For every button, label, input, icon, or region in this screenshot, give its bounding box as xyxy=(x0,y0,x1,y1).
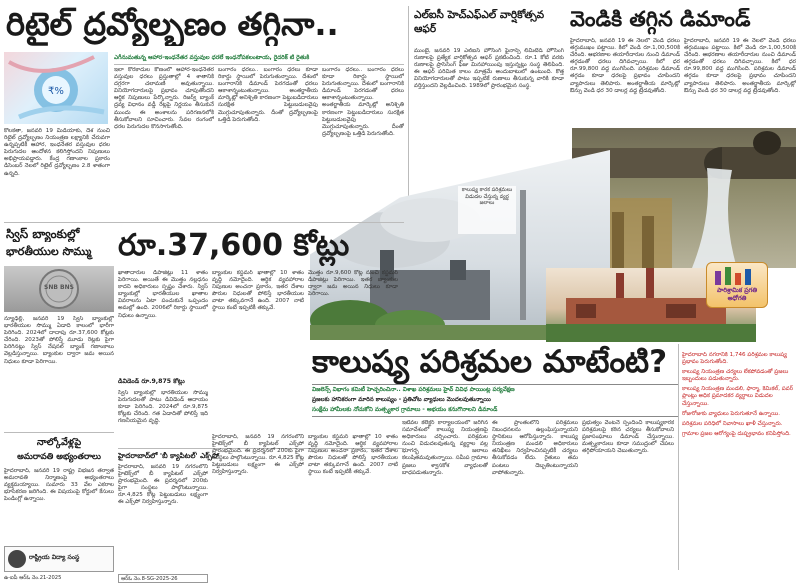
pollution-headline: కాలుష్య పరిశ్రమల మాటేంటి? xyxy=(312,344,668,380)
bullet-item: రోజురోజుకు వ్యాధులు పెరుగుతూనే ఉన్నాయి. xyxy=(682,410,780,417)
bullet-item: కాలుష్య నియంత్రణ చర్యలు లేకపోవడంతో ప్రజలు ఇబ్బందులు పడుతున్నారు. xyxy=(682,369,789,383)
swiss-seal-text: SNB BNS xyxy=(44,284,74,291)
pollution-kicker-1: విజలెన్స్ విభాగం కమిటీ హెచ్చరించినా.. విశాఖ పరిశ్రమలు హైవ్ వివిధ పాయింట్ల పర్యవేక్షణ xyxy=(312,387,515,393)
footer-left-code: ఉ-ఐపీ ఆర్ఓ నెం.21-2025 xyxy=(4,575,62,581)
amaravati-headline-line1: నాల్కోవేళ్లపై xyxy=(36,437,82,448)
hyderabad-expo-body-left: హైదరాబాద్, జనవరి 19 నగరంలోని హైటెక్స్‌లో బీ క్యాపిటల్ ఎక్స్‌పో ప్రారంభమైంది. ఈ ప్రదర్శనలో 200కు పైగా సంస్థలు పాల్గొంటున్నాయి. రూ.4,825 కోట్ల పెట్టుబడులు లక్ష్యంగా ఈ ఎక్స్‌పో నిర్వహిస్తున్నారు. xyxy=(118,464,208,506)
pollution-bullet-list xyxy=(682,352,798,570)
dividend-body: స్విస్ బ్యాంకుల్లో భారతీయుల సొమ్ము పెరుగుదలతో పాటు డివిడెండ్ ఆదాయం కూడా పెరిగింది. 2024లో రూ.9,875 కోట్లకు చేరింది. గత ఏడాదితో పోలిస్తే ఇది గణనీయమైన వృద్ధి. xyxy=(118,390,208,425)
svg-text:₹%: ₹% xyxy=(48,86,64,97)
silver-headline: వెండికి తగ్గిన డిమాండ్ xyxy=(570,7,751,31)
divider xyxy=(312,384,678,385)
retail-body-right2: బంగారం ధరలు.. బంగారం ధరలు కూడా రికార్డు స్థాయిలో పెరుగుతున్నాయి. దేశంలో బంగారానికి డిమాండ్ పెరగడంతో ధరలు ఆకాశాన్నంటుతున్నాయి. అంతర్జాతీయ మార్కెట్లో అనిశ్చితి కారణంగా పెట్టుబడిదారులు సురక్షిత పెట్టుబడులవైపు మొగ్గుచూపుతున్నారు. దీంతో ద్రవ్యోల్బణంపై ఒత్తిడి పెరుగుతోంది. xyxy=(322,67,404,137)
amaravati-headline-line2: అమరావతి అభ్యంతరాలు xyxy=(17,452,101,462)
swiss-kicker-line2: భారతీయుల సొమ్ము xyxy=(6,245,92,258)
divider xyxy=(114,64,404,65)
pollution-body-2: ఈ ప్రాంతంలోని పరిశ్రమలు నిబంధనలను ఉల్లంఘిస్తున్నాయని స్థానికులు ఆరోపిస్తున్నారు. కాలుష్య నియంత్రణ మండలి అధికారులు తనిఖీలు నిర్వహించినప్పటికీ చర్యలు తీసుకోవడం లేదు. రైతులు తమ పంటలు దెబ్బతింటున్నాయని వాపోతున్నారు. xyxy=(492,420,578,476)
bullet-item: పరిశ్రమల పరిధిలో నివాసాలు ఖాళీ చేస్తున్నారు. xyxy=(682,420,783,427)
series-logo-label: పారిశ్రామిక ప్రగతి అధోగతి xyxy=(716,287,758,302)
pollution-body-1: ఇటీవల కలెక్టర్ కార్యాలయంలో జరిగిన సమావేశంలో కాలుష్య నియంత్రణపై అధికారులు చర్చించారు. పరిశ్రమల నుంచి విడుదలవుతున్న వ్యర్థాల వల్ల భూగర్భ జలాలు కలుషితమవుతున్నాయి. సమీప గ్రామాల ప్రజలు శ్వాసకోశ వ్యాధులతో బాధపడుతున్నారు. xyxy=(402,420,488,476)
swiss-headline: రూ.37,600 కోట్లు xyxy=(118,228,350,263)
pollution-kicker-3: సంక్షేమ హామీలకు నోచుకోని మత్స్యకార గ్రామాలు - అభయం కనుగొనాలని డిమాండ్ xyxy=(312,407,498,413)
pollution-kicker-2: ప్రజలకు హానికరంగా మారిన కాలుష్యం - ప్రతిచోట వ్యాధులు మొదలవుతున్నాయి xyxy=(312,397,491,403)
hyderabad-expo-body-right: హైదరాబాద్, జనవరి 19 నగరంలోని హైటెక్స్‌లో బీ క్యాపిటల్ ఎక్స్‌పో ప్రారంభమైంది. ఈ ప్రదర్శనలో 200కు పైగా సంస్థలు పాల్గొంటున్నాయి. రూ.4,825 కోట్ల పెట్టుబడులు లక్ష్యంగా ఈ ఎక్స్‌పో నిర్వహిస్తున్నారు. xyxy=(212,434,304,476)
swiss-body-left: న్యూఢిల్లీ, జనవరి 19 స్విస్ బ్యాంకుల్లో భారతీయుల సొమ్ము ఏడాది కాలంలో భారీగా పెరిగింది. 2024లో దాదాపు రూ.37,600 కోట్లకు చేరింది. 2023తో పోలిస్తే మూడు రెట్లకు పైగా పెరిగినట్లు స్విస్ నేషనల్ బ్యాంక్ గణాంకాలు వెల్లడిస్తున్నాయి. బ్యాంకుల ద్వారా జమ అయిన నిధులు కూడా పెరిగాయి. xyxy=(4,316,114,365)
amaravati-body: హైదరాబాద్, జనవరి 19 రాష్ట్ర విభజన తర్వాత అమరావతి నిర్మాణంపై అభ్యంతరాలు వ్యక్తమయ్యాయి. సుమారు 33 వేల ఎకరాల భూసేకరణ జరిగింది. ఈ విషయంపై కోర్టులో కేసులు పెండింగ్లో ఉన్నాయి. xyxy=(4,468,114,503)
swiss-bank-seal-photo xyxy=(4,266,114,312)
series-logo-badge xyxy=(706,262,768,308)
lic-headline: ఎల్ఐసీ హెచ్ఎఫ్ఎల్ వార్షికోత్సవ ఆఫర్ xyxy=(414,9,545,35)
column-divider xyxy=(678,344,679,570)
silver-body-right: హైదరాబాద్, జనవరి 19 ఈ నెలలో వెండి ధరలు తగ్గుముఖం పట్టాయి. కిలో వెండి రూ.1,00,500కి చేరింది. ఆభరణాల తయారీదారుల నుంచి డిమాండ్ తగ్గడంతో ధరలు దిగివచ్చాయి. కిలో ధర రూ.99,800 వద్ద ముగిసింది. పరిశ్రమల డిమాండ్ తగ్గడం కూడా ధరలపై ప్రభావం చూపిందని వ్యాపారులు తెలిపారు. అంతర్జాతీయ మార్కెట్లో ఔన్సు వెండి ధర 30 డాలర్ల వద్ద ట్రేడవుతోంది. xyxy=(684,38,796,94)
divider xyxy=(312,416,678,417)
inflation-illustration-photo xyxy=(4,52,108,124)
silver-body-left: హైదరాబాద్, జనవరి 19 ఈ నెలలో వెండి ధరలు తగ్గుముఖం పట్టాయి. కిలో వెండి రూ.1,00,500కి చేరింది. ఆభరణాల తయారీదారుల నుంచి డిమాండ్ తగ్గడంతో ధరలు దిగివచ్చాయి. కిలో ధర రూ.99,800 వద్ద ముగిసింది. పరిశ్రమల డిమాండ్ తగ్గడం కూడా ధరలపై ప్రభావం చూపిందని వ్యాపారులు తెలిపారు. అంతర్జాతీయ మార్కెట్లో ఔన్సు వెండి ధర 30 డాలర్ల వద్ద ట్రేడవుతోంది. xyxy=(570,38,680,94)
lic-body: ముంబై, జనవరి 19 ఎల్ఐసీ హౌసింగ్ ఫైనాన్స్ లిమిటెడ్ హౌసింగ్ రుణాలపై ప్రత్యేక వార్షికోత్సవ ఆఫర్ ప్రకటించింది. రూ.1 కోటి వరకు రుణాలపై ప్రాసెసింగ్ ఫీజు మినహాయింపు ఇస్తున్నట్లు సంస్థ తెలిపింది. ఈ ఆఫర్ పరిమిత కాలం మాత్రమే అందుబాటులో ఉంటుంది. కొత్త వినియోగదారులతో పాటు ఇప్పటికే రుణాలు తీసుకున్న వారికి కూడా వర్తిస్తుందని వెల్లడించింది. 1989లో ప్రారంభమైన సంస్థ. xyxy=(414,48,564,90)
footer-right-code: ఆర్ఓ నెం.8-SG-2025-26 xyxy=(118,574,208,583)
pollution-body-3: ప్రభుత్వం వెంటనే స్పందించి కాలుష్యకారక పరిశ్రమలపై కఠిన చర్యలు తీసుకోవాలని ప్రజాసంఘాలు డిమాండ్ చేస్తున్నాయి. మత్స్యకారులు కూడా సముద్రంలో చేపలు తగ్గిపోయాయని చెబుతున్నారు. xyxy=(582,420,674,455)
section-divider xyxy=(4,432,114,433)
swiss-kicker-line1: స్విస్ బ్యాంకుల్లో xyxy=(6,227,80,241)
hyderabad-expo-body-far: బ్యాంకుల కస్టమర్ ఖాతాల్లో 10 శాతం వృద్ధి నమోదైంది. ఆర్థిక వ్యవహారాల నిపుణుల అంచనా ప్రకారం, ఇతర దేశాల పౌరుల నిధులతో పోలిస్తే భారతీయుల వాటా తక్కువగానే ఉంది. 2007 నాటి స్థాయి కంటే ఇప్పటికీ తక్కువే. xyxy=(308,434,398,476)
swiss-body-far: మొత్తం రూ.9,600 కోట్ల నుంచి కస్టమర్ డిపాజిట్లు పెరిగాయి. ఇతర బ్యాంకుల ద్వారా జమ అయిన నిధులు కూడా పెరిగాయి. xyxy=(308,270,398,298)
bullet-item: కాలుష్య నియంత్రణ మండలి, ఫార్మా, కెమికల్, పవర్ ప్లాంట్లు అధిక ప్రమాదకర వ్యర్థాలు విడుదల చేస్తున్నాయి. xyxy=(682,386,794,407)
retail-body-right: బంగారం ధరలు.. బంగారం ధరలు కూడా రికార్డు స్థాయిలో పెరుగుతున్నాయి. దేశంలో బంగారానికి డిమాండ్ పెరగడంతో ధరలు ఆకాశాన్నంటుతున్నాయి. అంతర్జాతీయ మార్కెట్లో అనిశ్చితి కారణంగా పెట్టుబడిదారులు సురక్షిత పెట్టుబడులవైపు మొగ్గుచూపుతున్నారు. దీంతో ద్రవ్యోల్బణంపై ఒత్తిడి పెరుగుతోంది. xyxy=(218,67,318,123)
ad-title: రాష్ట్రీయ విద్యా సంస్థ xyxy=(29,554,80,561)
photo-caption: కాలుష్య కారక పరిశ్రమలు విడుదల చేస్తున్న వ్యర్థ జలాలు xyxy=(458,186,516,234)
retail-body-mid: ఇలా కొరకాదుల కోణంలో ఆహార-ఇంధనేతర వస్తువుల ధరలు ప్రస్తుతాల్లో 4 శాతానికి దగ్గరగా చలామణి అవుతున్నాయి. వినియోగదారులపై ప్రభావం చూపుతోందని ఆర్థిక నిపుణులు పేర్కొన్నారు. రిజర్వ్ బ్యాంక్ ద్రవ్య విధానం వడ్డీ రేట్లపై నిర్ణయం తీసుకునే ముందు ఈ అంశాలను పరిగణనలోకి తీసుకోవాలని సూచించారు. సేవల రంగంలో ధరల పెరుగుదల కొనసాగుతోంది. xyxy=(114,67,214,130)
swiss-body-right: బ్యాంకుల కస్టమర్ ఖాతాల్లో 10 శాతం వృద్ధి నమోదైంది. ఆర్థిక వ్యవహారాల నిపుణుల అంచనా ప్రకారం, ఇతర దేశాల పౌరుల నిధులతో పోలిస్తే భారతీయుల వాటా తక్కువగానే ఉంది. 2007 నాటి స్థాయి కంటే ఇప్పటికీ తక్కువే. xyxy=(212,270,304,312)
column-divider xyxy=(408,6,409,206)
bullet-item: గ్రామాల ప్రజల ఆరోగ్యంపై దుష్ప్రభావం కనిపిస్తోంది. xyxy=(682,430,791,437)
dividend-headline: డివిడెండ్ రూ.9,875 కోట్లు xyxy=(118,378,185,385)
footer-ad-box xyxy=(4,546,114,572)
bullet-item: హైదరాబాద్ నగరానికి 1,746 పరిశ్రమల కాలుష్య ప్రభావం పెరుగుతోంది. xyxy=(682,352,787,366)
retail-inflation-headline: రిటైల్ ద్రవ్యోల్బణం తగ్గినా.. xyxy=(6,5,339,43)
swiss-body-mid: ఖాతాదారుల డిపాజిట్లు 11 శాతం పెరిగాయి. అయితే ఈ మొత్తం నల్లధనం కాదని అధికారులు స్పష్టం చేశారు. స్విస్ బ్యాంకుల్లో భారతీయుల ఖాతాల వివరాలను ఏటా పంచుకునే ఒప్పందం అమల్లో ఉంది. 2006లో రికార్డు స్థాయిలో నిధులు ఉన్నాయి. xyxy=(118,270,208,319)
ad-emblem-icon xyxy=(8,550,26,568)
hyderabad-expo-headline: హైదరాబాద్‌లో 'బీ క్యాపిటల్' ఎక్స్‌పో xyxy=(118,451,220,460)
section-divider xyxy=(4,222,404,223)
retail-subheadline: ఎగీనుమతున్న ఆహార-ఇంధనేతర వస్తువుల ధరలే ఇంధనోపకలంటాయ, రైదరిక్ టి రైతుకి xyxy=(114,55,310,61)
retail-body-left: కోలకతా, జనవరి 19 మీడియాకు, దేశ నుంచి రిటైల్ ద్రవ్యోల్బణం నియంత్రణ లక్ష్యానికి చేరువగా ఉన్నప్పటికీ ఆహార, ఇంధనేతర వస్తువుల ధరల పెరుగుదల ఆందోళన కలిగిస్తోందని నిపుణులు అభిప్రాయపడ్డారు. కేంద్ర గణాంకాల ప్రకారం డిసెంబర్ నెలలో రిటైల్ ద్రవ్యోల్బణం 2.8 శాతంగా ఉన్నది. xyxy=(4,128,110,177)
